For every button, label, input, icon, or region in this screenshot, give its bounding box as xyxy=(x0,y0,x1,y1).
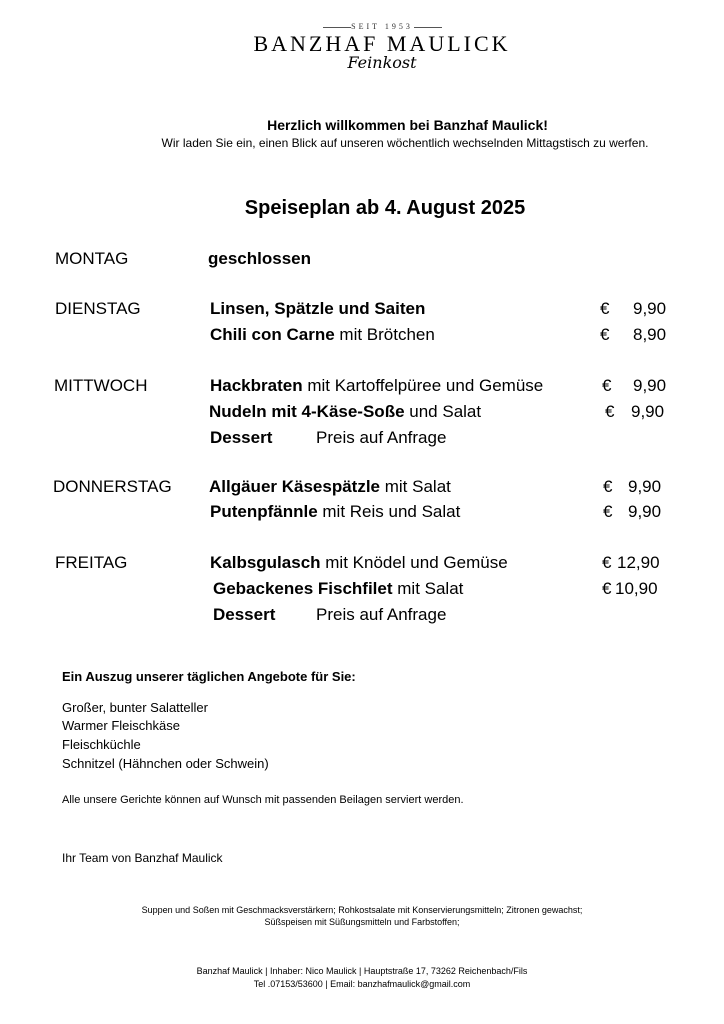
dish-price: 8,90 xyxy=(633,325,667,344)
dish-price: 9,90 xyxy=(633,376,667,395)
dish-name: Gebackenes Fischfilet xyxy=(213,579,393,598)
dish-name: Chili con Carne xyxy=(210,325,335,344)
monday-closed: geschlossen xyxy=(208,249,311,268)
day-monday: MONTAG xyxy=(55,249,129,268)
dish-extra: mit Brötchen xyxy=(334,325,435,344)
welcome-text: Wir laden Sie ein, einen Blick auf unseren wöchentlich wechselnden Mittagstisch zu werfen. xyxy=(161,136,649,150)
menu-title: Speiseplan ab 4. August 2025 xyxy=(244,197,526,219)
additives-note-line: Suppen und Soßen mit Geschmacksverstärkern; Rohkostsalate mit Konservierungsmitteln; Zitronen gewachst; xyxy=(141,905,583,915)
day-tuesday: DIENSTAG xyxy=(55,299,141,318)
day-thursday: DONNERSTAG xyxy=(53,477,172,496)
dish-item xyxy=(210,299,425,319)
dish-name: Nudeln mit 4-Käse-Soße xyxy=(209,402,405,421)
dish-currency: € xyxy=(602,553,612,572)
dish-currency: € xyxy=(603,477,613,496)
dish-extra: und Salat xyxy=(404,402,482,421)
welcome-title: Herzlich willkommen bei Banzhaf Maulick! xyxy=(267,117,548,133)
offer-item: Warmer Fleischkäse xyxy=(62,718,180,733)
dessert-note: Preis auf Anfrage xyxy=(316,605,447,624)
day-friday: FREITAG xyxy=(55,553,128,572)
dish-item xyxy=(209,477,451,497)
dish-item xyxy=(210,553,508,573)
dish-name: Kalbsgulasch xyxy=(210,553,321,572)
dessert-label: Dessert xyxy=(210,428,273,447)
dish-price: 10,90 xyxy=(615,579,658,598)
dish-price: 9,90 xyxy=(633,299,667,318)
dessert-note: Preis auf Anfrage xyxy=(316,428,447,447)
dish-currency: € xyxy=(603,502,613,521)
footer-address: Banzhaf Maulick | Inhaber: Nico Maulick | Hauptstraße 17, 73262 Reichenbach/Fils xyxy=(196,966,528,976)
dish-item xyxy=(210,325,435,345)
dish-item xyxy=(209,402,481,422)
logo-divider-right xyxy=(414,27,442,28)
day-wednesday: MITTWOCH xyxy=(54,376,148,395)
dish-currency: € xyxy=(602,579,612,598)
offer-item: Fleischküchle xyxy=(62,737,141,752)
dish-extra: mit Salat xyxy=(380,477,451,496)
offer-item: Großer, bunter Salatteller xyxy=(62,700,208,715)
dish-price: 12,90 xyxy=(617,553,660,572)
dessert-label: Dessert xyxy=(213,605,276,624)
dish-name: Linsen, Spätzle und Saiten xyxy=(210,299,426,318)
dish-currency: € xyxy=(605,402,615,421)
footer-contact: Tel .07153/53600 | Email: banzhafmaulick@gmail.com xyxy=(253,979,471,989)
side-dish-note: Alle unsere Gerichte können auf Wunsch mit passenden Beilagen serviert werden. xyxy=(62,794,464,806)
logo-divider-left xyxy=(323,27,351,28)
dish-price: 9,90 xyxy=(631,402,665,421)
dish-item xyxy=(210,502,460,522)
dish-price: 9,90 xyxy=(628,502,662,521)
logo-since: SEIT 1953 xyxy=(351,22,413,31)
dish-price: 9,90 xyxy=(628,477,662,496)
dish-extra: mit Salat xyxy=(392,579,464,598)
additives-note-line: Süßspeisen mit Süßungsmitteln und Farbstoffen; xyxy=(264,917,460,927)
dish-item xyxy=(210,376,543,396)
dish-name: Allgäuer Käsespätzle xyxy=(209,477,381,496)
dish-extra: mit Reis und Salat xyxy=(317,502,461,521)
dish-item xyxy=(213,579,463,599)
offers-title: Ein Auszug unserer täglichen Angebote für Sie: xyxy=(62,669,356,684)
dish-name: Putenpfännle xyxy=(210,502,318,521)
dish-currency: € xyxy=(600,325,610,344)
dish-name: Hackbraten xyxy=(210,376,303,395)
signoff: Ihr Team von Banzhaf Maulick xyxy=(62,851,223,865)
logo-subtitle: Feinkost xyxy=(347,53,417,72)
dish-extra: mit Knödel und Gemüse xyxy=(320,553,508,572)
dish-extra: mit Kartoffelpüree und Gemüse xyxy=(302,376,544,395)
dish-currency: € xyxy=(602,376,612,395)
offer-item: Schnitzel (Hähnchen oder Schwein) xyxy=(62,756,269,771)
logo-name: BANZHAF MAULICK xyxy=(253,31,511,56)
dish-currency: € xyxy=(600,299,610,318)
